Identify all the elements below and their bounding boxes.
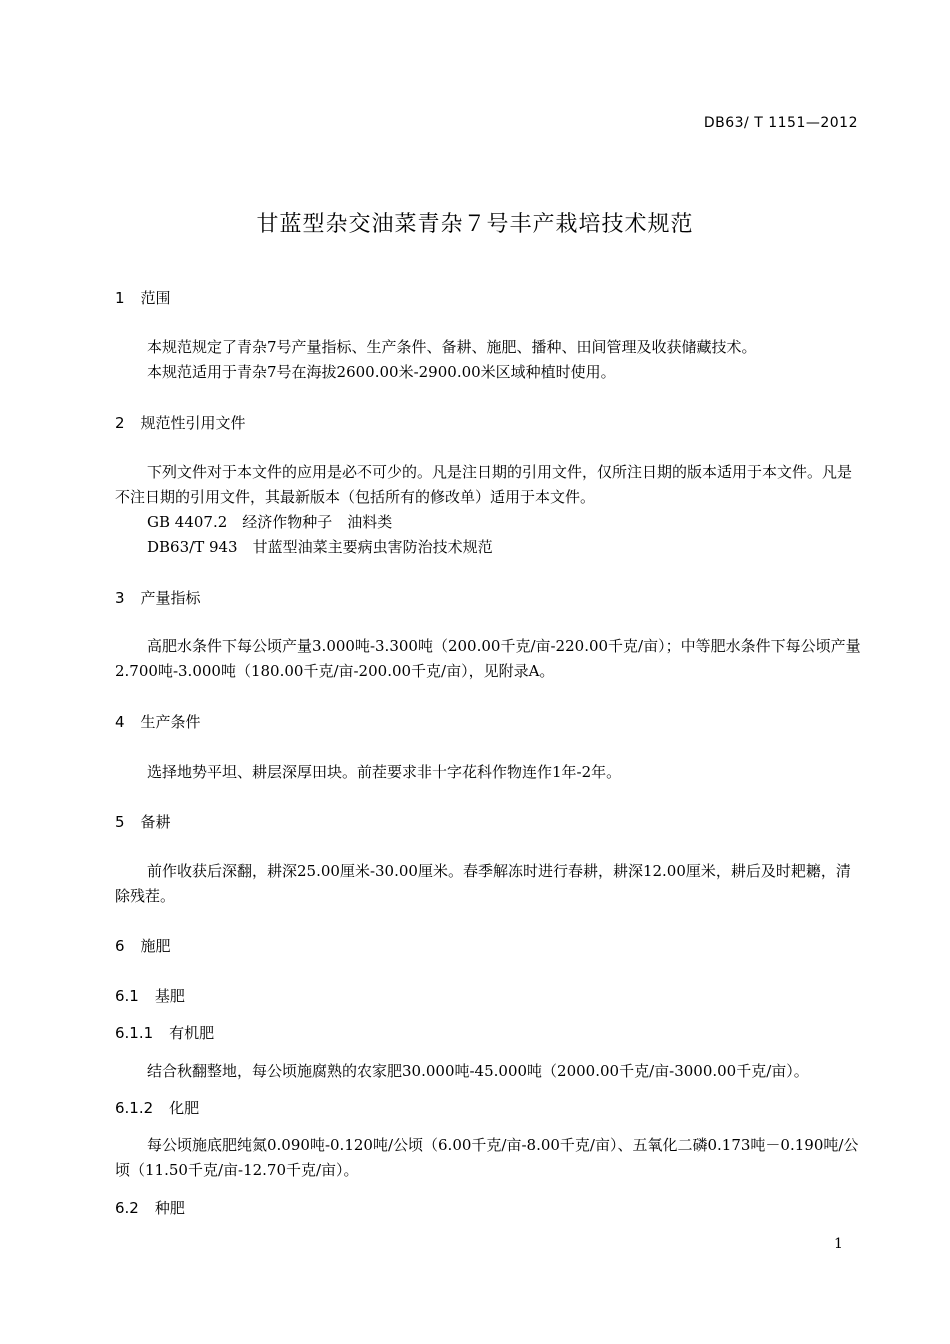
page-number: 1 — [834, 1236, 843, 1252]
paragraph-1-1: 本规范规定了青杂7号产量指标、生产条件、备耕、施肥、播种、田间管理及收获储藏技术。 — [147, 338, 757, 356]
section-heading-6 — [115, 935, 171, 956]
document-number: DB63/ T 1151—2012 — [703, 115, 858, 131]
section-number: 1 — [115, 289, 125, 307]
paragraph-2-1: 下列文件对于本文件的应用是必不可少的。凡是注日期的引用文件，仅所注日期的版本适用于本文件。凡是不注日期的引用文件，其最新版本（包括所有的修改单）适用于本文件。 — [115, 463, 853, 506]
section-title: 化肥 — [169, 1099, 200, 1117]
paragraph-4-1: 选择地势平坦、耕层深厚田块。前茬要求非十字花科作物连作1年-2年。 — [147, 763, 622, 781]
section-number: 6.2 — [115, 1199, 139, 1217]
section-heading-6-2 — [115, 1197, 185, 1218]
section-heading-6-1-2 — [115, 1097, 199, 1118]
section-number: 3 — [115, 589, 125, 607]
section-title: 产量指标 — [140, 589, 201, 607]
section-number: 6 — [115, 937, 125, 955]
reference-db63-t-943: DB63/T 943 甘蓝型油菜主要病虫害防治技术规范 — [147, 538, 493, 556]
section-heading-1 — [115, 287, 171, 308]
section-heading-2 — [115, 412, 246, 433]
section-number: 4 — [115, 713, 125, 731]
section-number: 5 — [115, 813, 125, 831]
paragraph-6-1-2: 每公顷施底肥纯氮0.090吨-0.120吨/公顷（6.00千克/亩-8.00千克/亩）、五氧化二磷0.173吨－0.190吨/公顷（11.50千克/亩-12.70千克/亩）。 — [115, 1136, 859, 1179]
document-title: 甘蓝型杂交油菜青杂７号丰产栽培技术规范 — [256, 212, 694, 237]
section-title: 规范性引用文件 — [140, 414, 246, 432]
section-number: 2 — [115, 414, 125, 432]
section-title: 基肥 — [154, 987, 185, 1005]
section-heading-4 — [115, 711, 201, 732]
section-title: 生产条件 — [140, 713, 201, 731]
section-heading-6-1-1 — [115, 1022, 214, 1043]
reference-gb-4407-2: GB 4407.2 经济作物种子 油料类 — [147, 513, 393, 531]
section-title: 备耕 — [140, 813, 171, 831]
section-title: 施肥 — [140, 937, 171, 955]
section-title: 种肥 — [154, 1199, 185, 1217]
paragraph-5-1: 前作收获后深翻，耕深25.00厘米-30.00厘米。春季解冻时进行春耕，耕深12.00厘米，耕后及时耙耱，清除残茬。 — [115, 862, 851, 905]
section-number: 6.1 — [115, 987, 139, 1005]
section-number: 6.1.1 — [115, 1024, 154, 1042]
paragraph-3-1: 高肥水条件下每公顷产量3.000吨-3.300吨（200.00千克/亩-220.00千克/亩）；中等肥水条件下每公顷产量2.700吨-3.000吨（180.00千克/亩-200.00千克/亩），见附录A。 — [115, 637, 861, 680]
section-heading-3 — [115, 587, 201, 608]
section-heading-6-1 — [115, 985, 185, 1006]
paragraph-1-2: 本规范适用于青杂7号在海拔2600.00米-2900.00米区域种植时使用。 — [147, 363, 616, 381]
section-title: 有机肥 — [169, 1024, 215, 1042]
section-title: 范围 — [140, 289, 171, 307]
section-heading-5 — [115, 811, 171, 832]
section-number: 6.1.2 — [115, 1099, 154, 1117]
paragraph-6-1-1: 结合秋翻整地，每公顷施腐熟的农家肥30.000吨-45.000吨（2000.00千克/亩-3000.00千克/亩）。 — [147, 1062, 809, 1080]
